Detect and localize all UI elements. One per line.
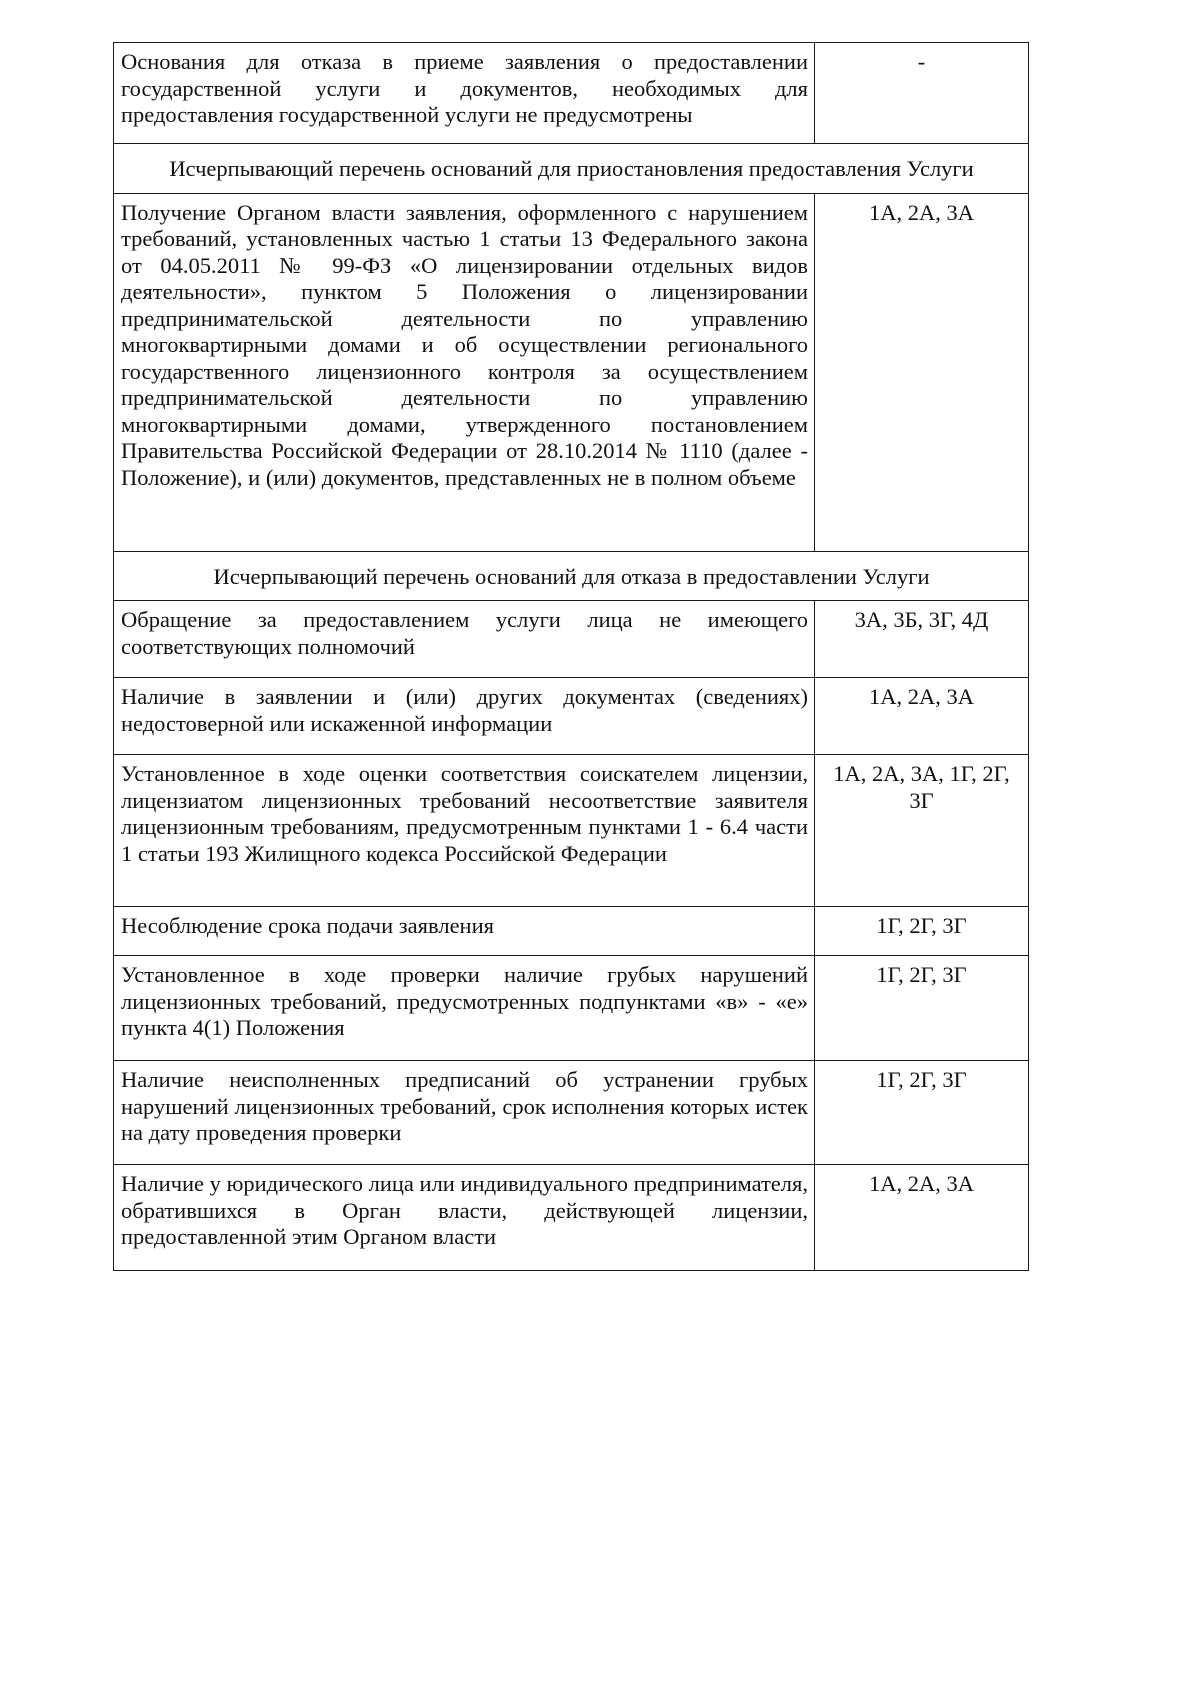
ground-text: Несоблюдение срока подачи заявления xyxy=(114,907,815,956)
ground-code: 3А, 3Б, 3Г, 4Д xyxy=(815,601,1029,678)
ground-text: Обращение за предоставлением услуги лица не имеющего соответствующих полномочий xyxy=(114,601,815,678)
ground-text: Установленное в ходе проверки наличие грубых нарушений лицензионных требований, предусмотренных подпунктами «в» - «е» пункта 4(1) Положения xyxy=(114,956,815,1061)
ground-code: 1Г, 2Г, 3Г xyxy=(815,1061,1029,1165)
ground-text: Наличие в заявлении и (или) других документах (сведениях) недостоверной или искаженной информации xyxy=(114,678,815,755)
table-row xyxy=(114,907,1029,956)
table-row xyxy=(114,43,1029,144)
ground-text: Основания для отказа в приеме заявления о предоставлении государственной услуги и документов, необходимых для предоставления государственной услуги не предусмотрены xyxy=(114,43,815,144)
section-heading: Исчерпывающий перечень оснований для приостановления предоставления Услуги xyxy=(114,144,1029,194)
ground-code: 1А, 2А, 3А xyxy=(815,193,1029,551)
section-heading: Исчерпывающий перечень оснований для отказа в предоставлении Услуги xyxy=(114,551,1029,601)
ground-code: - xyxy=(815,43,1029,144)
ground-code: 1А, 2А, 3А xyxy=(815,1165,1029,1271)
table-row xyxy=(114,601,1029,678)
table-row xyxy=(114,193,1029,551)
grounds-table-body xyxy=(114,43,1029,1271)
ground-text: Получение Органом власти заявления, оформленного с нарушением требований, установленных частью 1 статьи 13 Федерального закона от 04.05.2011 № 99-ФЗ «О лицензировании отдельных видов деятельности», пунктом 5 Положения о лицензировании предпринимательской деятельности по управлению многоквартирными домами и об осуществлении регионального государственного лицензионного контроля за осуществлением предпринимательской деятельности по управлению многоквартирными домами, утвержденного постановлением Правительства Российской Федерации от 28.10.2014 № 1110 (далее - Положение), и (или) документов, представленных не в полном объеме xyxy=(114,193,815,551)
ground-text: Наличие у юридического лица или индивидуального предпринимателя, обратившихся в Орган власти, действующей лицензии, предоставленной этим Органом власти xyxy=(114,1165,815,1271)
ground-code: 1А, 2А, 3А xyxy=(815,678,1029,755)
table-row xyxy=(114,956,1029,1061)
section-row xyxy=(114,551,1029,601)
ground-code: 1Г, 2Г, 3Г xyxy=(815,907,1029,956)
table-row xyxy=(114,678,1029,755)
ground-text: Наличие неисполненных предписаний об устранении грубых нарушений лицензионных требований, срок исполнения которых истек на дату проведения проверки xyxy=(114,1061,815,1165)
ground-code: 1А, 2А, 3А, 1Г, 2Г, 3Г xyxy=(815,755,1029,907)
table-row xyxy=(114,1165,1029,1271)
grounds-table xyxy=(113,42,1029,1271)
table-row xyxy=(114,755,1029,907)
table-row xyxy=(114,1061,1029,1165)
ground-code: 1Г, 2Г, 3Г xyxy=(815,956,1029,1061)
section-row xyxy=(114,144,1029,194)
ground-text: Установленное в ходе оценки соответствия соискателем лицензии, лицензиатом лицензионных требований несоответствие заявителя лицензионным требованиям, предусмотренным пунктами 1 - 6.4 части 1 статьи 193 Жилищного кодекса Российской Федерации xyxy=(114,755,815,907)
